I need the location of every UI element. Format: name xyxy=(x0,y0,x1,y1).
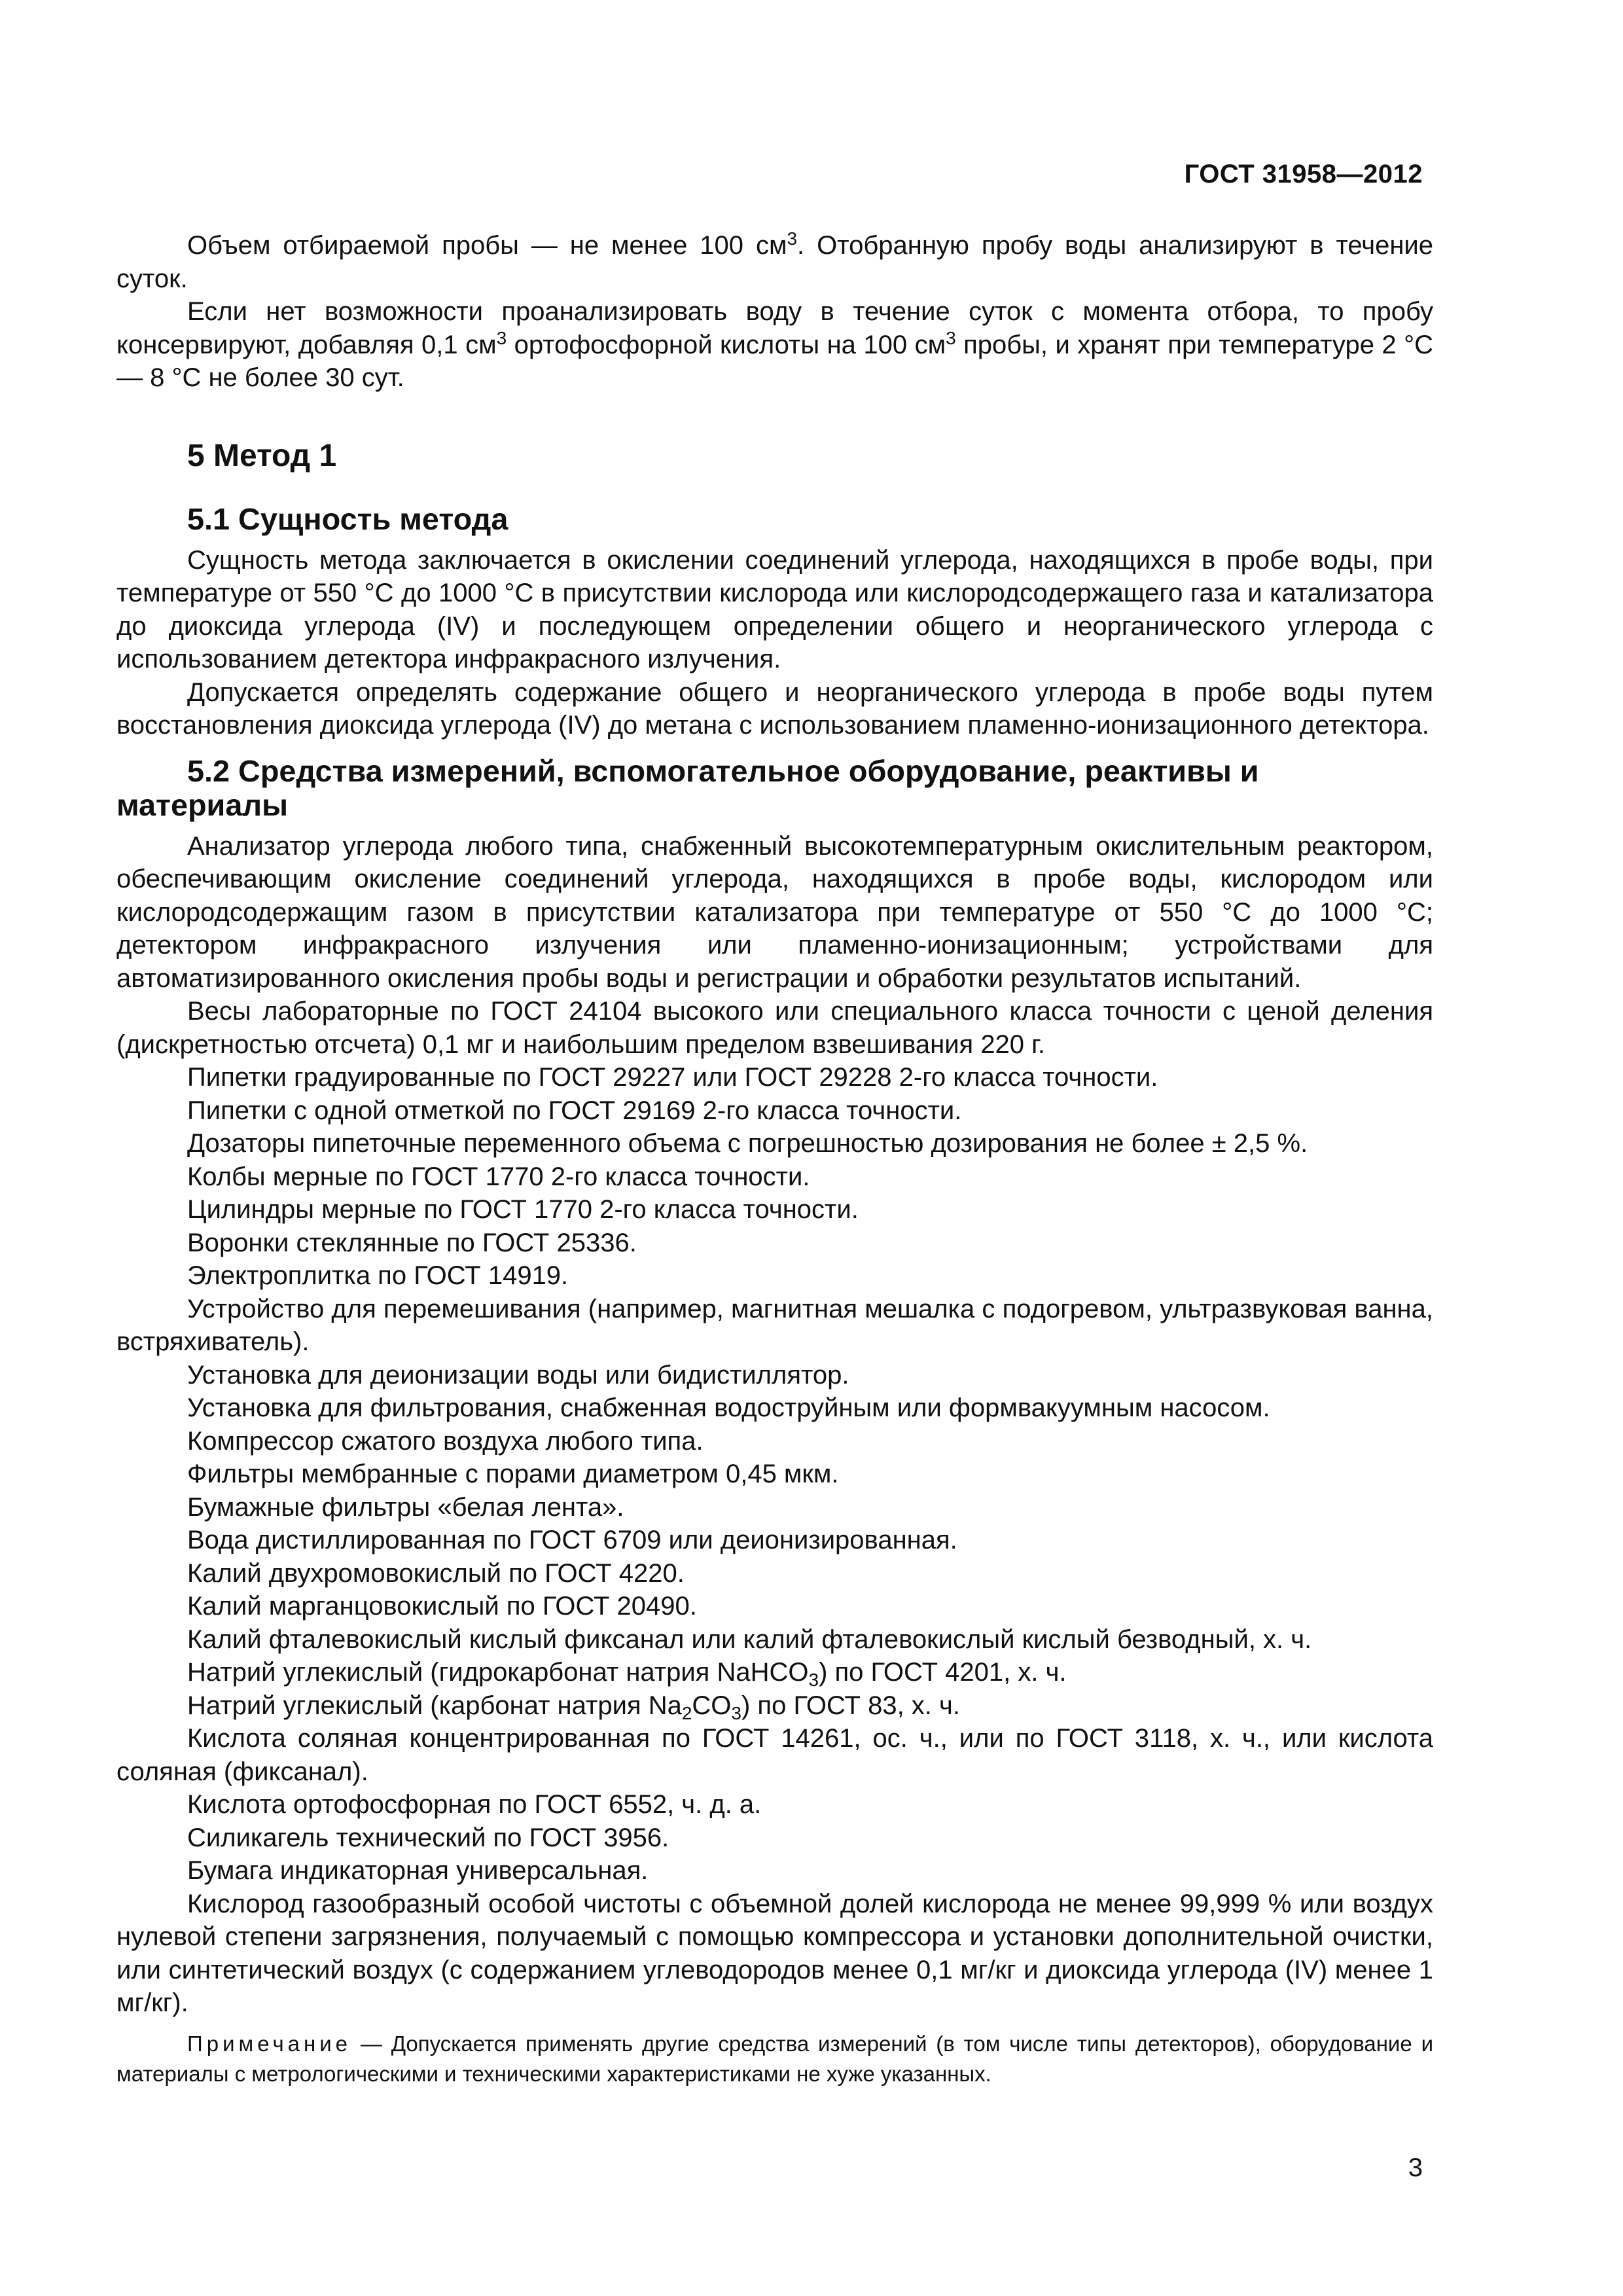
list-item: Электроплитка по ГОСТ 14919. xyxy=(187,1261,569,1290)
list-item: Цилиндры мерные по ГОСТ 1770 2-го класса точности. xyxy=(187,1195,859,1224)
text-run: Объем отбираемой пробы — не менее 100 см xyxy=(187,231,787,260)
subscript: 3 xyxy=(808,1670,819,1690)
superscript: 3 xyxy=(946,327,956,348)
section-5-2-paragraph-5: Кислород газообразный особой чистоты с объемной долей кислорода не менее 99,999 % или воздух нулевой степени загрязнения, получаемый с помощью компрессора и установки дополнительной очистки, или синтетический воздух (с содержанием углеводородов менее 0,1 мг/кг и диоксида углерода (IV) менее 1 мг/кг). xyxy=(116,1889,1433,2017)
section-5-1-paragraph-2: Допускается определять содержание общего и неорганического углерода в пробе воды путем восстановления диоксида углерода (IV) до метана с использованием пламенно-ионизационного детектора. xyxy=(116,677,1433,740)
list-item: Установка для деионизации воды или бидистиллятор. xyxy=(187,1360,849,1390)
section-5-2-paragraph-2: Весы лабораторные по ГОСТ 24104 высокого или специального класса точности с ценой деления (дискретностью отсчета) 0,1 мг и наибольшим пределом взвешивания 220 г. xyxy=(116,997,1433,1059)
note xyxy=(116,2029,1433,2089)
note-text: — Допускается применять другие средства измерений (в том числе типы детекторов), оборудование и материалы с метрологическими и техническими характеристиками не хуже указанных. xyxy=(116,2031,1433,2086)
section-5-1-title: 5.1 Сущность метода xyxy=(187,501,508,536)
superscript: 3 xyxy=(787,228,798,249)
superscript: 3 xyxy=(496,327,507,348)
list-item: Вода дистиллированная по ГОСТ 6709 или деионизированная. xyxy=(187,1526,957,1554)
intro-paragraph-2 xyxy=(116,295,1433,395)
list-item xyxy=(116,1656,1433,1689)
section-5-2-paragraph-1: Анализатор углерода любого типа, снабженный высокотемпературным окислительным реактором, обеспечивающим окисление соединений углерода, находящихся в пробе воды, кислородом или кислородсодержащим газом в присутствии катализатора при температуре от 550 °C до 1000 °C; детектором инфракрасного излучения или пламенно-ионизационным; устройствами для автоматизированного окисления пробы воды и регистрации и обработки результатов испытаний. xyxy=(116,831,1433,993)
page-content xyxy=(116,229,1433,2089)
section-5-title: 5 Метод 1 xyxy=(187,438,337,473)
list-item: Кислота ортофосфорная по ГОСТ 6552, ч. д. а. xyxy=(187,1790,762,1819)
list-item: Фильтры мембранные с порами диаметром 0,45 мкм. xyxy=(187,1460,839,1488)
page-number: 3 xyxy=(1408,2153,1423,2182)
subscript: 3 xyxy=(731,1702,741,1723)
list-item: Силикагель технический по ГОСТ 3956. xyxy=(187,1823,669,1852)
list-item: Дозаторы пипеточные переменного объема с погрешностью дозирования не более ± 2,5 %. xyxy=(187,1129,1308,1158)
section-5-2-paragraph-3: Устройство для перемешивания (например, магнитная мешалка с подогревом, ультразвуковая ванна, встряхиватель). xyxy=(116,1294,1433,1356)
list-item: Компрессор сжатого воздуха любого типа. xyxy=(187,1426,704,1456)
list-item: Установка для фильтрования, снабженная водоструйным или формвакуумным насосом. xyxy=(187,1393,1270,1422)
list-item: Колбы мерные по ГОСТ 1770 2-го класса точности. xyxy=(187,1162,810,1191)
list-item: Пипетки градуированные по ГОСТ 29227 или ГОСТ 29228 2-го класса точности. xyxy=(187,1063,1158,1092)
text-run: пробы, и хранят при температуре 2 °C — 8 °C не более 30 сут. xyxy=(116,330,1434,392)
list-item: Воронки стеклянные по ГОСТ 25336. xyxy=(187,1228,637,1257)
list-item: Калий двухромовокислый по ГОСТ 4220. xyxy=(187,1558,685,1588)
text-run: ) по ГОСТ 83, х. ч. xyxy=(741,1691,960,1720)
section-5-1-paragraph-1: Сущность метода заключается в окислении соединений углерода, находящихся в пробе воды, при температуре от 550 °C до 1000 °C в присутствии кислорода или кислородсодержащего газа и катализатора до диоксида углерода (IV) и последующем определении общего и неорганического углерода с использованием детектора инфракрасного излучения. xyxy=(116,545,1433,673)
text-run: ортофосфорной кислоты на 100 см xyxy=(507,330,946,359)
subscript: 2 xyxy=(681,1702,692,1723)
text-run: . Отобранную пробу воды анализируют в течение суток. xyxy=(116,231,1434,293)
section-5-2-paragraph-4: Кислота соляная концентрированная по ГОСТ 14261, ос. ч., или по ГОСТ 3118, х. ч., или кислота соляная (фиксанал). xyxy=(116,1724,1433,1786)
list-item: Калий фталевокислый кислый фиксанал или калий фталевокислый кислый безводный, х. ч. xyxy=(187,1624,1312,1654)
text-run: Натрий углекислый (карбонат натрия Na xyxy=(187,1691,682,1720)
text-run: ) по ГОСТ 4201, х. ч. xyxy=(819,1658,1067,1687)
note-label: Примечание xyxy=(187,2031,352,2056)
list-item: Бумага индикаторная универсальная. xyxy=(187,1856,649,1885)
list-item: Пипетки с одной отметкой по ГОСТ 29169 2-го класса точности. xyxy=(187,1096,962,1125)
intro-paragraph-1 xyxy=(116,229,1433,295)
list-item xyxy=(116,1689,1433,1723)
text-run: Натрий углекислый (гидрокарбонат натрия NaHCO xyxy=(187,1658,809,1687)
section-5-2-title: 5.2 Средства измерений, вспомогательное оборудование, реактивы и материалы xyxy=(116,753,1259,822)
text-run: Если нет возможности проанализировать воду в течение суток с момента отбора, то пробу консервируют, добавляя 0,1 см xyxy=(116,297,1433,359)
document-code: ГОСТ 31958—2012 xyxy=(1184,160,1423,188)
list-item: Калий марганцовокислый по ГОСТ 20490. xyxy=(187,1592,697,1621)
text-run: CO xyxy=(692,1691,732,1720)
list-item: Бумажные фильтры «белая лента». xyxy=(187,1492,624,1522)
